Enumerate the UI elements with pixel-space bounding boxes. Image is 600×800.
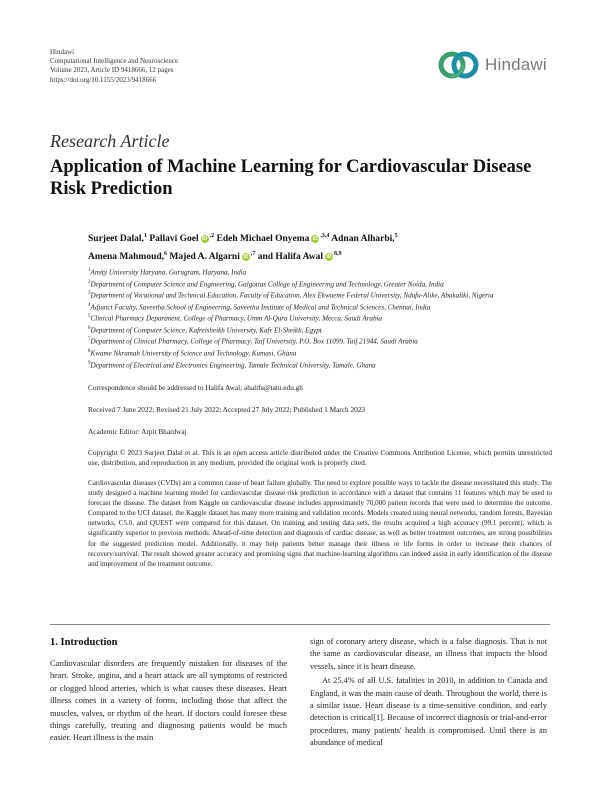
affiliation: $^8$Kwame Nkrumah University of Science and Technology, Kumasi, Ghana: [88, 348, 297, 358]
affiliation-list: [88, 266, 558, 370]
journal-name: Computational Intelligence and Neuroscience: [50, 57, 179, 66]
orcid-icon[interactable]: iD: [243, 254, 249, 261]
affiliation: $^3$Department of Vocational and Technical Education, Faculty of Education, Alex Ekwueme Federal University, Ndufu-Alike, Abakaliki, Nigeria: [88, 291, 494, 300]
affiliation: $^1$Amity University Haryana, Gurugram, Haryana, India: [88, 268, 247, 277]
hindawi-logo-icon: [436, 48, 482, 82]
copyright-notice: Copyright © 2023 Surjeet Dalal et al. This is an open access article distributed under the Creative Commons Attribution License, which permits unrestricted use, distribution, and reproduction in any medium, provided the original work is properly cited.: [88, 448, 552, 468]
affiliation: $^7$Department of Clinical Pharmacy, College of Pharmacy, Taif University, P.O. Box 11099, Taif 21944, Saudi Arabia: [88, 337, 418, 346]
logo-text: Hindawi: [485, 55, 547, 74]
section-heading: 1. Introduction: [50, 637, 118, 648]
correspondence: Correspondence should be addressed to Halifa Awal; ahalifa@tatu.edu.gh: [88, 383, 303, 392]
article-type: Research Article: [50, 131, 170, 151]
affiliation: $^6$Department of Computer Science, Kafrelsheikh University, Kafr El-Sheikh, Egypt: [88, 325, 322, 335]
doi-link[interactable]: https://doi.org/10.1155/2023/9418666: [50, 75, 157, 84]
publisher-name: Hindawi: [50, 48, 75, 56]
hindawi-logo[interactable]: [436, 48, 556, 82]
body-paragraph: Cardiovascular disorders are frequently mistaken for diseases of the heart. Stroke, angina, and a heart attack are all symptoms of restricted or clogged blood arteries, which is what causes these diseases. Heart illness comes in a variety of forms, including those that affect the muscles, valves, or rhythm of the heart. If doctors could foresee these things carefully, treating and diagnosing patients would be much easier. Heart illness is the main: [50, 659, 287, 743]
author[interactable]: Adnan Alharbi,$^5$: [331, 233, 398, 245]
journal-header: [50, 48, 178, 85]
body-paragraph: At 25.4% of all U.S. fatalities in 2010, in addition to Canada and England, it was the main cause of death. Throughout the world, there is a similar issue. Heart disease is a time-sensitive condition, and early detection is critical[1]. Because of incorrect diagnosis or trial-and-error procedures, many patients' health is compromised. Until there is an abundance of medical: [310, 676, 547, 748]
section-divider: [50, 624, 550, 625]
academic-editor: Academic Editor: Arpit Bhardwaj: [88, 427, 187, 436]
author[interactable]: Edeh Michael Onyema $iD^{,3,4}$: [216, 233, 330, 245]
abstract: Cardiovascular diseases (CVDs) are a common cause of heart failure globally. The need to explore possible ways to tackle the disease necessitated this study. The study designed a machine learning model for cardiovascular disease risk prediction in accordance with a dataset that contains 11 features which may be used to forecast the disease. The dataset from Kaggle on cardiovascular disease includes approximately 70,000 patient records that were used to determine the outcome. Compared to the UCI dataset, the Kaggle dataset has many more training and validation records. Models created using neural networks, random forests, Bayesian networks, C5.0, and QUEST were compared for this dataset. On training and testing data sets, the results acquired a high accuracy (99.1 percent), which is significantly superior to previous methods. Ahead-of-time detection and diagnosis of cardiac disease, as well as better treatment outcomes, are strong possibilities for the suggested prediction model. Additionally, it may help patients better manage their illness or life forms in order to increase their chances of recovery/survival. The result showed greater accuracy and promising signs that machine-learning algorithms can indeed assist in early identification of the disease and improvement of the treatment outcome.: [88, 479, 552, 568]
author[interactable]: Amena Mahmoud,$^6$: [88, 251, 168, 263]
orcid-icon[interactable]: iD: [312, 236, 318, 243]
intro-right-column: [310, 636, 547, 750]
affiliation: $^4$Adjunct Faculty, Saveetha School of Engineering, Saveetha Institute of Medical and Technical Sciences, Chennai, India: [88, 302, 431, 312]
author[interactable]: and Halifa Awal iD$^{8,9}$: [257, 251, 342, 263]
author[interactable]: Majed A. Algarni $iD^{,7}$: [169, 251, 256, 263]
publication-dates: Received 7 June 2022; Revised 21 July 2022; Accepted 27 July 2022; Published 1 March 2023: [88, 405, 366, 414]
affiliation: $^2$Department of Computer Science and Engineering, Galgotias College of Engineering and Technology, Greater Noida, India: [88, 279, 444, 288]
intro-left-column: [50, 636, 287, 745]
orcid-icon[interactable]: iD: [326, 254, 332, 261]
author-list: [88, 229, 558, 265]
article-title: Application of Machine Learning for Cardiovascular Disease Risk Prediction: [50, 157, 532, 199]
orcid-icon[interactable]: iD: [202, 236, 208, 243]
volume-info: Volume 2023, Article ID 9418666, 12 pages: [50, 66, 174, 75]
author[interactable]: Pallavi Goel $iD^{,2}$: [149, 233, 215, 245]
affiliation: $^5$Clinical Pharmacy Department, College of Pharmacy, Umm Al-Qura University, Mecca, Saudi Arabia: [88, 314, 383, 323]
author[interactable]: Surjeet Dalal,$^1$: [88, 233, 147, 245]
affiliation: $^9$Department of Electrical and Electronics Engineering, Tamale Technical University, Tamale, Ghana: [88, 360, 376, 369]
body-paragraph: sign of coronary artery disease, which is a false diagnosis. That is not the same as cardiovascular disease, an illness that impacts the blood vessels, since it is heart disease.: [310, 637, 547, 671]
